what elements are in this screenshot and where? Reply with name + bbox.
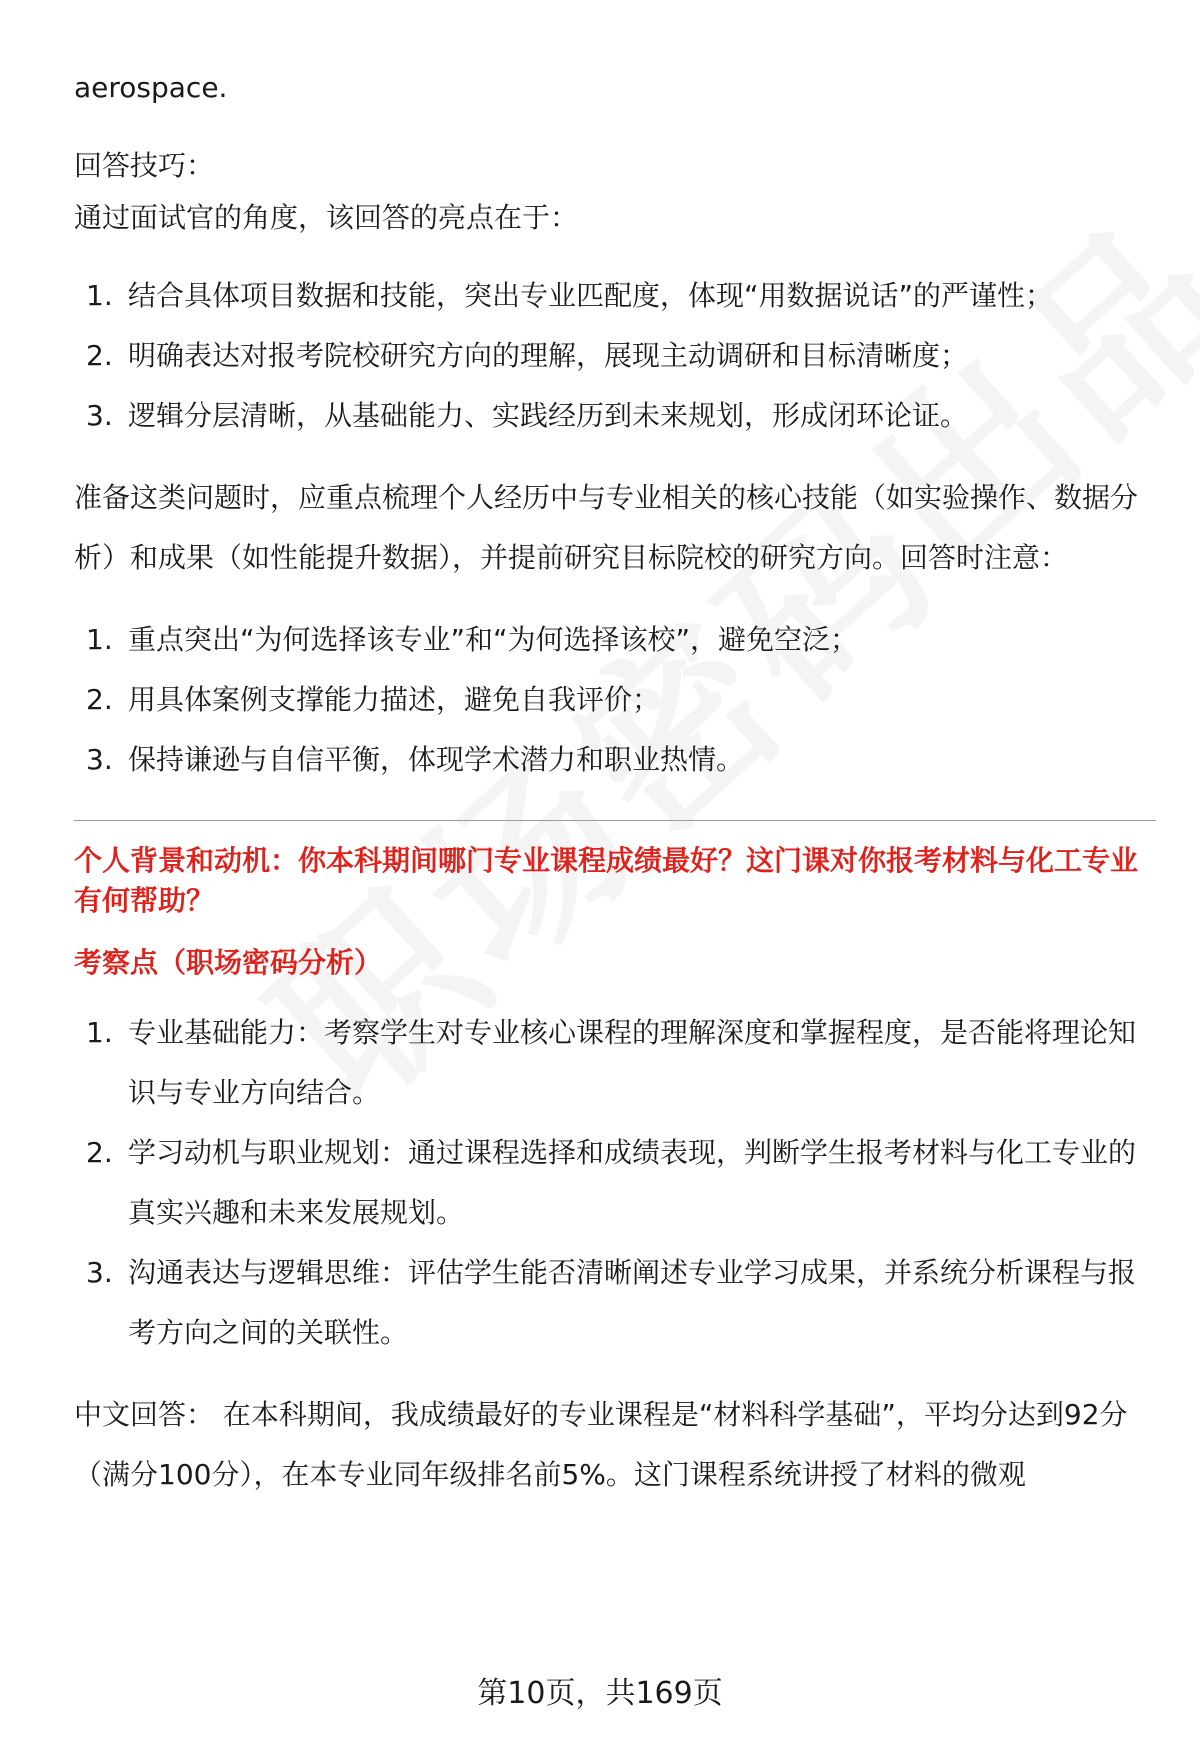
section-divider xyxy=(74,820,1156,821)
notes-list xyxy=(74,610,1156,790)
list-item: 2. 用具体案例支撑能力描述，避免自我评价； xyxy=(86,683,661,716)
question-title: 个人背景和动机：你本科期间哪门专业课程成绩最好？这门课对你报考材料与化工专业有何帮助？ xyxy=(74,844,1139,917)
list-item: 2. 学习动机与职业规划：通过课程选择和成绩表现，判断学生报考材料与化工专业的真实兴趣和未来发展规划。 xyxy=(86,1136,1137,1229)
tips-intro: 通过面试官的角度，该回答的亮点在于： xyxy=(74,201,579,234)
intro-tail-text: aerospace. xyxy=(74,71,228,104)
tips-label: 回答技巧： xyxy=(74,149,215,182)
answer-paragraph: 中文回答： 在本科期间，我成绩最好的专业课程是“材料科学基础”，平均分达到92分（满分100分），在本专业同年级排名前5%。这门课程系统讲授了材料的微观 xyxy=(74,1398,1128,1491)
list-item: 1. 重点突出“为何选择该专业”和“为何选择该校”，避免空泛； xyxy=(86,623,859,656)
list-item: 2. 明确表达对报考院校研究方向的理解，展现主动调研和目标清晰度； xyxy=(86,339,969,372)
list-item: 1. 结合具体项目数据和技能，突出专业匹配度，体现“用数据说话”的严谨性； xyxy=(86,279,1054,312)
page-footer: 第10页，共169页 xyxy=(477,1676,723,1711)
list-item: 3. 保持谦逊与自信平衡，体现学术潜力和职业热情。 xyxy=(86,743,745,776)
list-item: 3. 沟通表达与逻辑思维：评估学生能否清晰阐述专业学习成果，并系统分析课程与报考方向之间的关联性。 xyxy=(86,1256,1137,1349)
list-item: 3. 逻辑分层清晰，从基础能力、实践经历到未来规划，形成闭环论证。 xyxy=(86,399,969,432)
focus-list xyxy=(74,1003,1156,1363)
page-content xyxy=(74,58,1156,1505)
prep-paragraph: 准备这类问题时，应重点梳理个人经历中与专业相关的核心技能（如实验操作、数据分析）和成果（如性能提升数据），并提前研究目标院校的研究方向。回答时注意： xyxy=(74,481,1139,574)
tips-list xyxy=(74,266,1156,446)
focus-title: 考察点（职场密码分析） xyxy=(74,946,383,979)
list-item: 1. 专业基础能力：考察学生对专业核心课程的理解深度和掌握程度，是否能将理论知识与专业方向结合。 xyxy=(86,1016,1137,1109)
